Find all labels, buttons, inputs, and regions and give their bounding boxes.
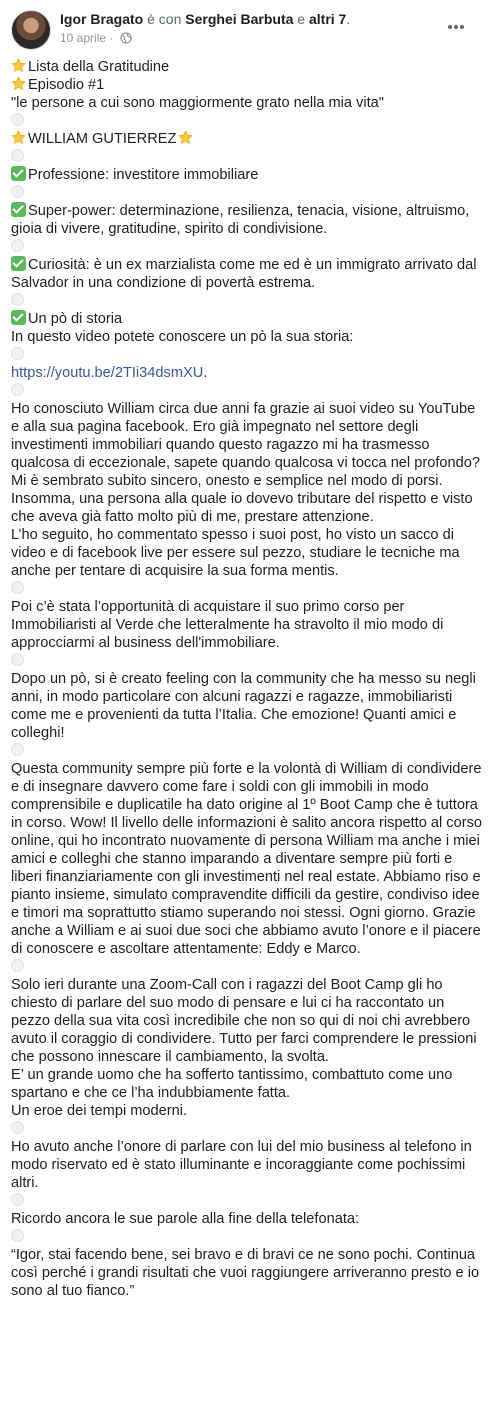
paragraph-2: Poi c’è stata l’opportunità di acquistare il suo primo corso per Immobiliaristi al Verde che letteralmente ha stravolto il mio modo di approcciarmi al business dell'immobiliare.: [11, 599, 444, 651]
check-mark-icon: [11, 166, 26, 181]
post-meta: [60, 31, 132, 45]
blank-emoji-icon: [11, 347, 24, 360]
line-episodio: [11, 76, 483, 94]
profession-text: Professione: investitore immobiliare: [28, 167, 259, 183]
blank-emoji-icon: [11, 239, 24, 252]
check-mark-icon: [11, 310, 26, 325]
paragraph-1b: L’ho seguito, ho commentato spesso i suoi post, ho visto un sacco di video e di facebook live per essere sul pezzo, studiare le tecniche ma anche per tentare di acquisire la sua forma mentis.: [11, 527, 460, 579]
line-name: [11, 130, 483, 148]
globe-icon: [120, 32, 132, 44]
video-link[interactable]: https://youtu.be/2TIi34dsmXU: [11, 365, 204, 381]
line-link: [11, 364, 483, 382]
author-avatar[interactable]: [11, 10, 51, 50]
check-mark-icon: [11, 256, 26, 271]
blank-emoji-icon: [11, 959, 24, 972]
person-name: WILLIAM GUTIERREZ: [28, 131, 177, 147]
line-professione: [11, 166, 483, 184]
check-mark-icon: [11, 202, 26, 217]
paragraph-5: Solo ieri durante una Zoom-Call con i ragazzi del Boot Camp gli ho chiesto di parlare del suo modo di pensare e lui ci ha raccontato un pezzo della sua vita così incredibile che non so qui di noi chi avrebbero avuto il coraggio di condividere. Tutto per farci comprendere le pressioni che possono innescare il cambiamento, la svolta.: [11, 977, 477, 1065]
and-text: e: [297, 11, 306, 27]
blank-emoji-icon: [11, 383, 24, 396]
others-link[interactable]: altri 7: [308, 11, 347, 27]
line-lista: [11, 58, 483, 76]
more-options-icon[interactable]: [448, 16, 470, 30]
author-name[interactable]: Igor Bragato: [60, 11, 144, 27]
story-title: Un pò di storia: [28, 311, 123, 327]
blank-emoji-icon: [11, 1193, 24, 1206]
quote-paragraph: “Igor, stai facendo bene, sei bravo e di bravi ce ne sono pochi. Continua così perché i grandi risultati che vuoi raggiungere arriveranno presto e io sono al tuo fianco.”: [11, 1247, 480, 1299]
blank-emoji-icon: [11, 293, 24, 306]
superpower-text: Super-power: determinazione, resilienza, tenacia, visione, altruismo, gioia di vivere, gratitudine, spirito di condivisione.: [11, 203, 470, 237]
tagged-person[interactable]: Serghei Barbuta: [185, 11, 294, 27]
blank-emoji-icon: [11, 1121, 24, 1134]
paragraph-4: Questa community sempre più forte e la volontà di William di condividere e di insegnare davvero come fare i soldi con gli immobili in modo comprensibile e duplicatile ha dato origine al 1º Boot Camp che è tuttora in corso. Wow! Il livello delle informazioni è salito ancora rispetto al corso online, qui ho incontrato nuovamente di persona William ma anche i miei amici e colleghi che stanno imparando a diventare sempre più forti e liberi finanziariamente con gli investimenti nel real estate. Abbiamo riso e pianto insieme, simulato compravendite difficili da gestire, condiviso idee e timori ma soprattutto stiamo superando noi stessi. Ogni giorno. Grazie anche a William e ai suoi due soci che abbiamo avuto l’onore e il piacere di conoscere e ascoltare attentamente: Eddy e Marco.: [11, 761, 482, 957]
post-date[interactable]: 10 aprile: [60, 31, 107, 45]
paragraph-3: Dopo un pò, si è creato feeling con la community che ha messo su negli anni, in modo particolare con alcuni ragazzi e ragazze, immobiliaristi come me e provenienti da tutta l’Italia. Che emozione! Quanti amici e colleghi!: [11, 671, 476, 741]
post-body: [11, 58, 483, 1300]
blank-emoji-icon: [11, 1229, 24, 1242]
story-intro: In questo video potete conoscere un pò la sua storia:: [11, 329, 354, 345]
line-superpower: [11, 202, 483, 238]
gratitude-list-title: Lista della Gratitudine: [28, 59, 170, 75]
star-icon: [178, 130, 193, 145]
header-period: .: [346, 11, 351, 27]
line-storia: [11, 310, 483, 328]
paragraph-5b: E’ un grande uomo che ha sofferto tantissimo, combattuto come uno spartano e che ce l’ha indubbiamente fatta.: [11, 1067, 453, 1101]
blank-emoji-icon: [11, 185, 24, 198]
paragraph-1: Ho conosciuto William circa due anni fa grazie ai suoi video su YouTube e alla sua pagina facebook. Ero già impegnato nel settore degli investimenti immobiliari quando questo ragazzo mi ha trasmesso qualcosa di eccezionale, sapete quando qualcosa vi tocca nel profondo? Mi è sembrato subito sincero, onesto e semplice nel modo di porsi. Insomma, una persona alla quale io dovevo tributare del rispetto e visto che aveva già fatto molto più di me, prestare attenzione.: [11, 401, 480, 525]
blank-emoji-icon: [11, 653, 24, 666]
star-icon: [11, 76, 26, 91]
star-icon: [11, 58, 26, 73]
meta-separator: ·: [109, 31, 114, 45]
post-author-line: [60, 11, 350, 27]
subtitle-quote: "le persone a cui sono maggiormente grato nella mia vita": [11, 95, 384, 111]
blank-emoji-icon: [11, 113, 24, 126]
post-header: [0, 0, 488, 52]
curiosity-text: Curiosità: è un ex marzialista come me ed è un immigrato arrivato dal Salvador in una condizione di povertà estrema.: [11, 257, 477, 291]
star-icon: [11, 130, 26, 145]
paragraph-7: Ricordo ancora le sue parole alla fine della telefonata:: [11, 1211, 360, 1227]
paragraph-5c: Un eroe dei tempi moderni.: [11, 1103, 188, 1119]
episode-label: Episodio #1: [28, 77, 105, 93]
with-text: è con: [147, 11, 182, 27]
line-curiosita: [11, 256, 483, 292]
blank-emoji-icon: [11, 743, 24, 756]
blank-emoji-icon: [11, 149, 24, 162]
paragraph-6: Ho avuto anche l’onore di parlare con lui del mio business al telefono in modo riservato ed è stato illuminante e incoraggiante come pochissimi altri.: [11, 1139, 472, 1191]
blank-emoji-icon: [11, 581, 24, 594]
link-period: .: [203, 365, 208, 381]
